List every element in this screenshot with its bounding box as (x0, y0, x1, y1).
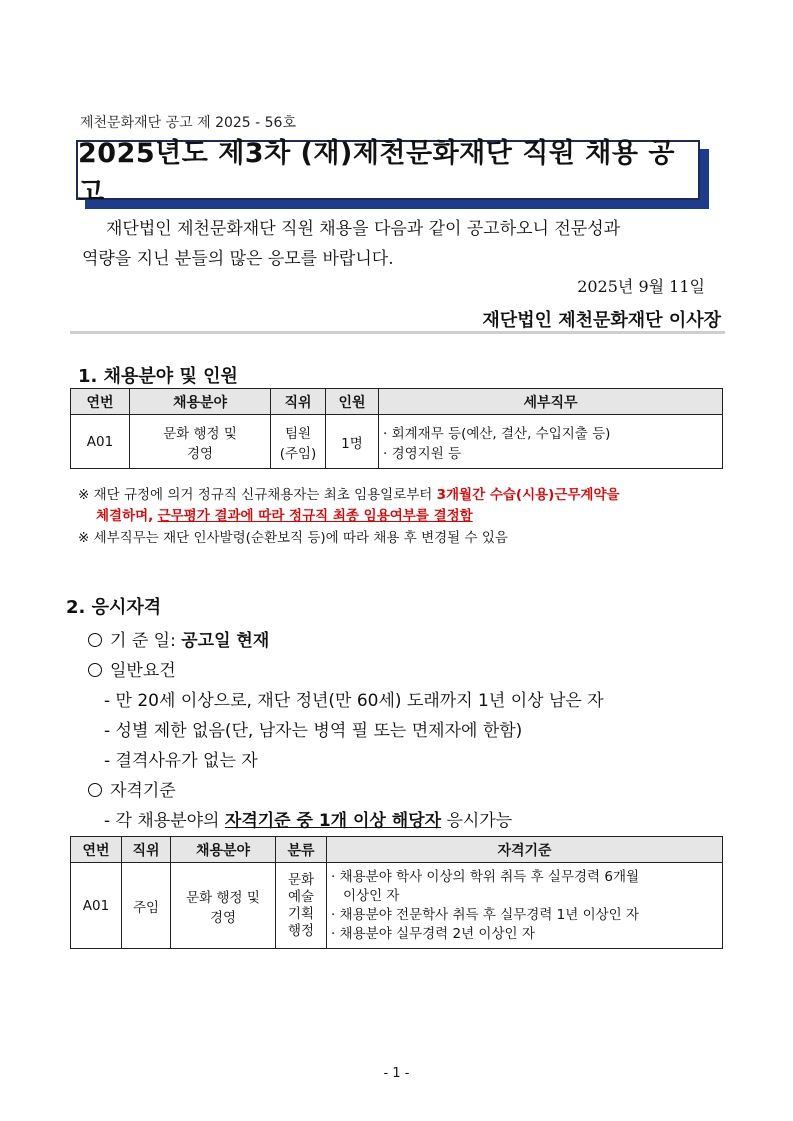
issuer: 재단법인 제천문화재단 이사장 (482, 310, 721, 331)
cell-category (276, 863, 327, 949)
cell-field (171, 863, 276, 949)
intro-text (82, 214, 722, 274)
note-probation-emphasis-2: 체결하며, (96, 508, 154, 524)
base-date-line (88, 626, 269, 651)
circle-bullet-icon (88, 663, 102, 677)
category-line-2: 예술 (287, 888, 315, 905)
criteria-label: 자격기준 (110, 781, 176, 801)
col-header-criteria: 자격기준 (327, 837, 723, 863)
cell-field-line-1: 문화 행정 및 (163, 425, 237, 442)
criteria-item-2: · 채용분야 전문학사 취득 후 실무경력 1년 이상인 자 (331, 906, 640, 923)
cell-position (271, 415, 326, 469)
duty-item-2: · 경영지원 등 (383, 445, 462, 462)
notice-number: 제천문화재단 공고 제 2025 - 56호 (80, 115, 296, 131)
cell-no: A01 (71, 415, 130, 469)
intro-line-2: 역량을 지닌 분들의 많은 응모를 바랍니다. (82, 249, 394, 269)
circle-bullet-icon (88, 633, 102, 647)
cell-field-line-2: 경영 (209, 909, 237, 926)
circle-bullet-icon (88, 783, 102, 797)
col-header-field: 채용분야 (171, 837, 276, 863)
category-line-1: 문화 (287, 871, 315, 888)
recruitment-table (70, 388, 723, 469)
criteria-item-3: · 채용분야 실무경력 2년 이상인 자 (331, 925, 535, 942)
general-item-3: - 결격사유가 없는 자 (104, 751, 258, 771)
col-header-category: 분류 (276, 837, 327, 863)
section-2-title: 2. 응시자격 (66, 597, 162, 618)
col-header-field: 채용분야 (130, 389, 271, 415)
col-header-position: 직위 (271, 389, 326, 415)
qualification-table (70, 836, 723, 949)
page-number: - 1 - (383, 1066, 410, 1081)
cell-criteria (327, 863, 723, 949)
category-line-3: 기획 (287, 905, 315, 922)
cell-field (130, 415, 271, 469)
cell-field-line-1: 문화 행정 및 (186, 889, 260, 906)
general-item-2: - 성별 제한 없음(단, 남자는 병역 필 또는 면제자에 한함) (104, 721, 523, 741)
criteria-item-1: · 채용분야 학사 이상의 학위 취득 후 실무경력 6개월 (331, 868, 640, 885)
note-duty-change: ※ 세부직무는 재단 인사발령(순환보직 등)에 따라 채용 후 변경될 수 있음 (78, 530, 508, 546)
cell-duty (379, 415, 723, 469)
table-row (71, 415, 723, 469)
intro-line-1: 재단법인 제천문화재단 직원 채용을 다음과 같이 공고하오니 전문성과 (106, 219, 621, 239)
title-box (76, 138, 700, 208)
criteria-prefix: - 각 채용분야의 (104, 811, 225, 831)
general-item-1: - 만 20세 이상으로, 재단 정년(만 60세) 도래까지 1년 이상 남은 자 (104, 691, 604, 711)
criteria-suffix: 응시가능 (441, 811, 513, 831)
criteria-desc (104, 806, 512, 831)
notice-date: 2025년 9월 11일 (577, 277, 705, 296)
note-probation-emphasis-3: 근무평가 결과에 따라 정규직 최종 임용여부를 결정함 (157, 508, 473, 524)
general-req-line (88, 656, 176, 681)
col-header-no: 연번 (71, 389, 130, 415)
criteria-item-1-cont: 이상인 자 (343, 887, 400, 904)
base-date-value: 공고일 현재 (181, 631, 270, 651)
col-header-no: 연번 (71, 837, 122, 863)
duty-item-1: · 회계재무 등(예산, 결산, 수입지출 등) (383, 425, 611, 442)
cell-position-line-2: (주임) (279, 445, 317, 462)
cell-count: 1명 (326, 415, 379, 469)
category-line-4: 행정 (287, 922, 315, 939)
divider (70, 331, 725, 334)
page-title: 2025년도 제3차 (재)제천문화재단 직원 채용 공고 (78, 138, 675, 208)
criteria-emphasis: 자격기준 중 1개 이상 해당자 (224, 811, 442, 831)
cell-position-line-1: 팀원 (284, 425, 312, 442)
table-row (71, 863, 723, 949)
criteria-line (88, 776, 176, 801)
cell-no: A01 (71, 863, 122, 949)
section-1-title: 1. 채용분야 및 인원 (78, 366, 238, 387)
base-date-label: 기 준 일: (110, 631, 182, 651)
note-probation (78, 485, 728, 527)
cell-field-line-2: 경영 (186, 445, 214, 462)
col-header-count: 인원 (326, 389, 379, 415)
note-probation-text: ※ 재단 규정에 의거 정규직 신규채용자는 최초 임용일로부터 (78, 487, 437, 503)
cell-position: 주임 (122, 863, 171, 949)
col-header-duty: 세부직무 (379, 389, 723, 415)
note-probation-emphasis-1: 3개월간 수습(시용)근무계약을 (436, 487, 620, 503)
col-header-position: 직위 (122, 837, 171, 863)
general-req-label: 일반요건 (110, 661, 176, 681)
